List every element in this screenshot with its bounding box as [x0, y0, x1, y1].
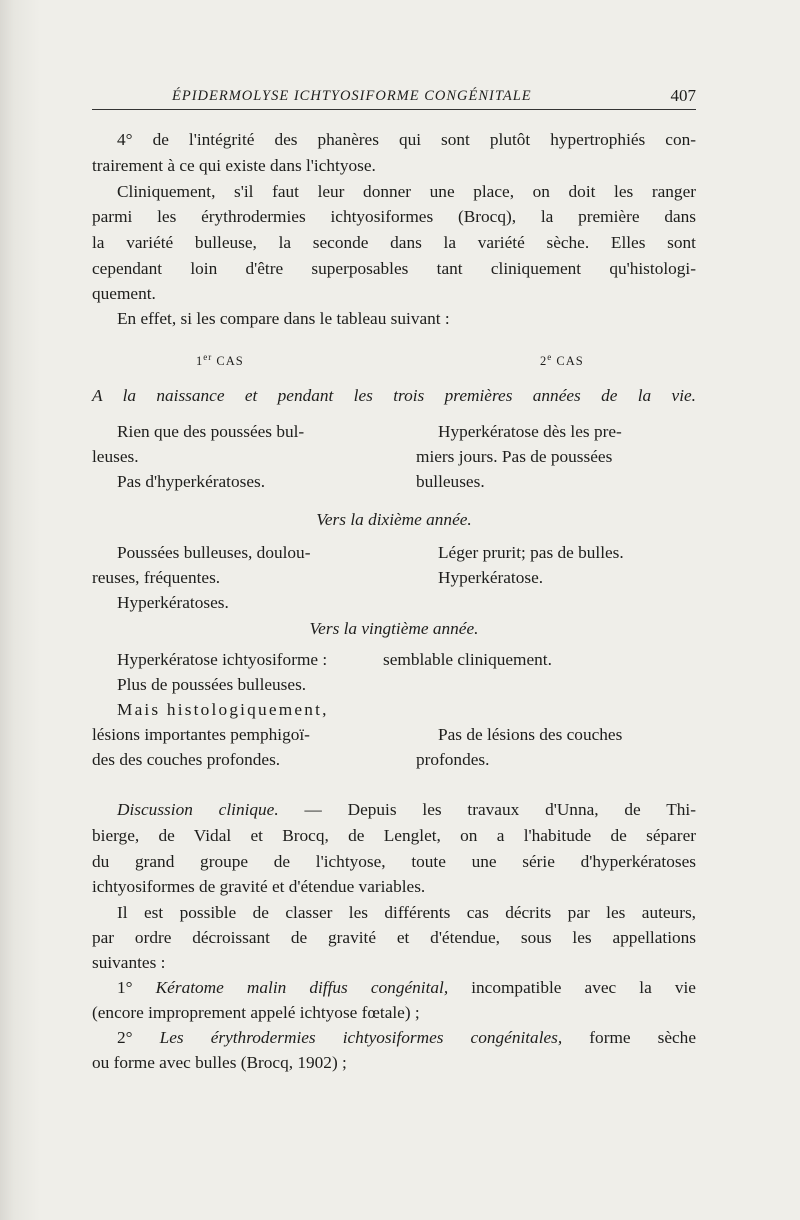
- text-line: En effet, si les compare dans le tableau suivant :: [117, 309, 450, 328]
- case-2-text: miers jours. Pas de poussées: [416, 447, 613, 466]
- case-2-text: Hyperkératose dès les pre-: [438, 422, 622, 441]
- text-line: 4° de l'intégrité des phanères qui sont plutôt hypertrophiés con-: [117, 130, 696, 149]
- common-text: semblable cliniquement.: [383, 650, 552, 669]
- case-1-text: Rien que des poussées bul-: [117, 422, 305, 441]
- section-heading: A la naissance et pendant les trois premières années de la vie.: [92, 386, 696, 405]
- case-1-text: lésions importantes pemphigoï-: [92, 725, 310, 744]
- list-item: 1° Kératome malin diffus congénital, incompatible avec la vie: [117, 978, 696, 997]
- case-1-text: reuses, fréquentes.: [92, 568, 221, 587]
- case-2-text: Pas de lésions des couches: [438, 725, 623, 744]
- text-line: la variété bulleuse, la seconde dans la variété sèche. Elles sont: [92, 233, 696, 252]
- header-rule: [92, 109, 696, 110]
- case-1-text: Mais histologiquement,: [117, 700, 329, 719]
- case-1-text: des des couches profondes.: [92, 750, 281, 769]
- section-heading: Vers la vingtième année.: [309, 619, 479, 638]
- text-line: trairement à ce qui existe dans l'ichtyose.: [92, 156, 376, 175]
- case-1-text: Plus de poussées bulleuses.: [117, 675, 307, 694]
- case-2-text: profondes.: [416, 750, 490, 769]
- text-line: ichtyosiformes de gravité et d'étendue variables.: [92, 877, 426, 896]
- text-line: suivantes :: [92, 953, 166, 972]
- text-line: quement.: [92, 284, 156, 303]
- case-2-text: bulleuses.: [416, 472, 485, 491]
- text-line: Discussion clinique. — Depuis les travaux d'Unna, de Thi-: [117, 800, 696, 819]
- running-header: [92, 84, 696, 108]
- text-line: bierge, de Vidal et Brocq, de Lenglet, on a l'habitude de séparer: [92, 826, 696, 845]
- case-1-text: Pas d'hyperkératoses.: [117, 472, 266, 491]
- text-line: ou forme avec bulles (Brocq, 1902) ;: [92, 1053, 347, 1072]
- case-1-text: Hyperkératoses.: [117, 593, 229, 612]
- text-line: parmi les érythrodermies ichtyosiformes (Brocq), la première dans: [92, 207, 696, 226]
- case-1-text: Poussées bulleuses, doulou-: [117, 543, 311, 562]
- discussion-label: Discussion clinique.: [117, 800, 279, 819]
- case-1-text: leuses.: [92, 447, 139, 466]
- case-2-text: Léger prurit; pas de bulles.: [438, 543, 624, 562]
- case-1-label: 1er CAS: [196, 352, 244, 369]
- text-line: Cliniquement, s'il faut leur donner une place, on doit les ranger: [117, 182, 696, 201]
- text-line: cependant loin d'être superposables tant cliniquement qu'histologi-: [92, 259, 696, 278]
- text-line: Il est possible de classer les différents cas décrits par les auteurs,: [117, 903, 696, 922]
- case-2-text: Hyperkératose.: [438, 568, 544, 587]
- text-line: du grand groupe de l'ichtyose, toute une série d'hyperkératoses: [92, 852, 696, 871]
- page-number: 407: [670, 86, 696, 105]
- case-2-label: 2e CAS: [540, 352, 584, 369]
- text-line: par ordre décroissant de gravité et d'étendue, sous les appellations: [92, 928, 696, 947]
- section-heading: Vers la dixième année.: [316, 510, 472, 529]
- text-line: (encore improprement appelé ichtyose fœtale) ;: [92, 1003, 420, 1022]
- running-title: ÉPIDERMOLYSE ICHTYOSIFORME CONGÉNITALE: [172, 88, 532, 104]
- case-1-text: Hyperkératose ichtyosiforme :: [117, 650, 328, 669]
- list-item: 2° Les érythrodermies ichtyosiformes congénitales, forme sèche: [117, 1028, 696, 1047]
